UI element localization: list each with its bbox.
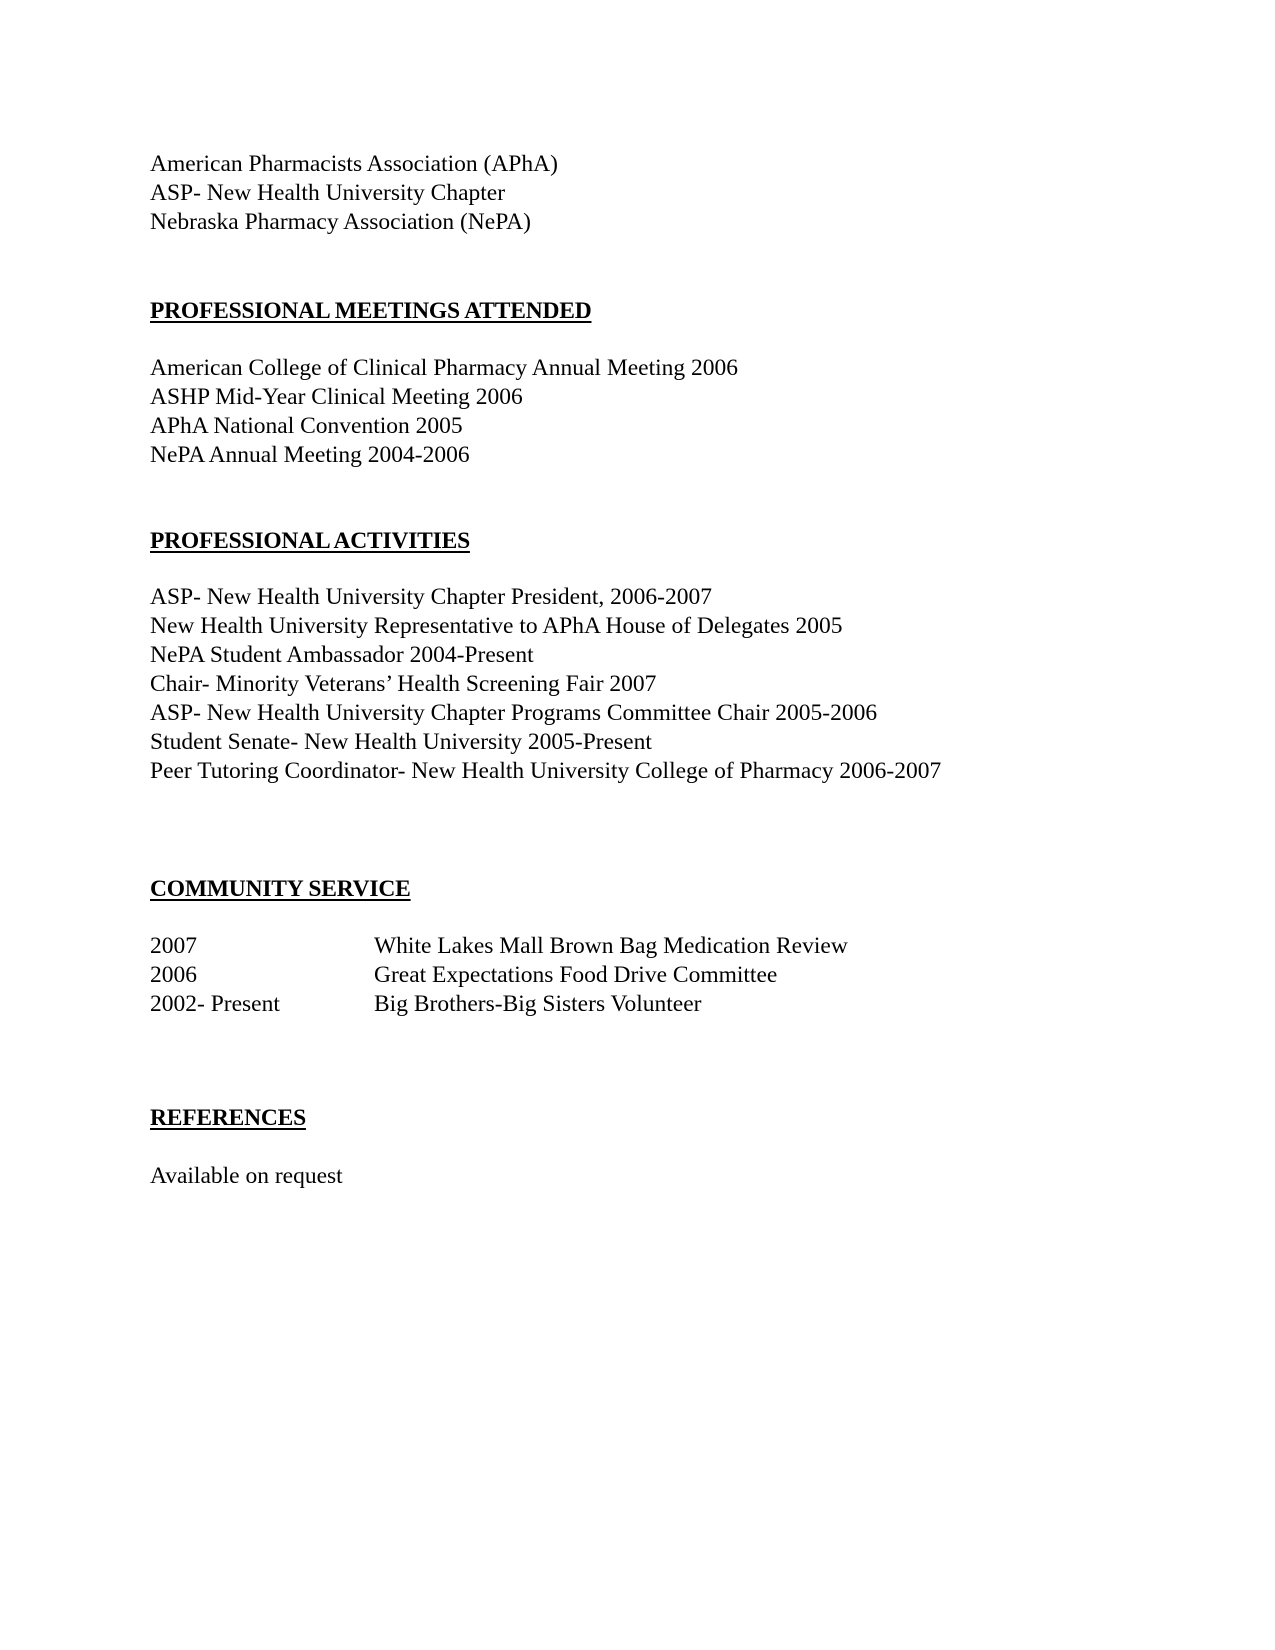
community-year: 2002- Present bbox=[150, 991, 280, 1017]
activity-item: NePA Student Ambassador 2004-Present bbox=[150, 642, 534, 668]
meetings-section bbox=[150, 297, 1200, 326]
community-row bbox=[150, 961, 1200, 990]
activity-item: ASP- New Health University Chapter Programs Committee Chair 2005-2006 bbox=[150, 700, 878, 726]
activities-heading: PROFESSIONAL ACTIVITIES bbox=[150, 528, 470, 554]
community-row bbox=[150, 990, 1200, 1019]
activity-item: New Health University Representative to APhA House of Delegates 2005 bbox=[150, 613, 843, 639]
community-list bbox=[150, 932, 1200, 1019]
meeting-item: American College of Clinical Pharmacy Annual Meeting 2006 bbox=[150, 355, 739, 381]
references-body bbox=[150, 1162, 1200, 1191]
activity-item: Student Senate- New Health University 2005-Present bbox=[150, 729, 652, 755]
meetings-heading: PROFESSIONAL MEETINGS ATTENDED bbox=[150, 298, 592, 324]
membership-item: ASP- New Health University Chapter bbox=[150, 180, 506, 206]
memberships-list bbox=[150, 150, 1200, 237]
meeting-item: NePA Annual Meeting 2004-2006 bbox=[150, 442, 470, 468]
activities-list bbox=[150, 583, 1200, 786]
references-section bbox=[150, 1104, 1200, 1133]
meeting-item: ASHP Mid-Year Clinical Meeting 2006 bbox=[150, 384, 523, 410]
community-description: White Lakes Mall Brown Bag Medication Review bbox=[374, 933, 848, 959]
community-description: Great Expectations Food Drive Committee bbox=[374, 962, 778, 988]
meetings-list bbox=[150, 354, 1200, 470]
community-description: Big Brothers-Big Sisters Volunteer bbox=[374, 991, 702, 1017]
community-year: 2006 bbox=[150, 962, 197, 988]
meeting-item: APhA National Convention 2005 bbox=[150, 413, 463, 439]
activities-section bbox=[150, 527, 1200, 556]
community-year: 2007 bbox=[150, 933, 197, 959]
activity-item: Peer Tutoring Coordinator- New Health University College of Pharmacy 2006-2007 bbox=[150, 758, 942, 784]
activity-item: Chair- Minority Veterans’ Health Screening Fair 2007 bbox=[150, 671, 657, 697]
references-text: Available on request bbox=[150, 1163, 343, 1189]
membership-item: American Pharmacists Association (APhA) bbox=[150, 151, 558, 177]
activity-item: ASP- New Health University Chapter President, 2006-2007 bbox=[150, 584, 712, 610]
community-row bbox=[150, 932, 1200, 961]
membership-item: Nebraska Pharmacy Association (NePA) bbox=[150, 209, 531, 235]
references-heading: REFERENCES bbox=[150, 1105, 307, 1131]
community-heading: COMMUNITY SERVICE bbox=[150, 876, 411, 902]
community-section bbox=[150, 875, 1200, 904]
